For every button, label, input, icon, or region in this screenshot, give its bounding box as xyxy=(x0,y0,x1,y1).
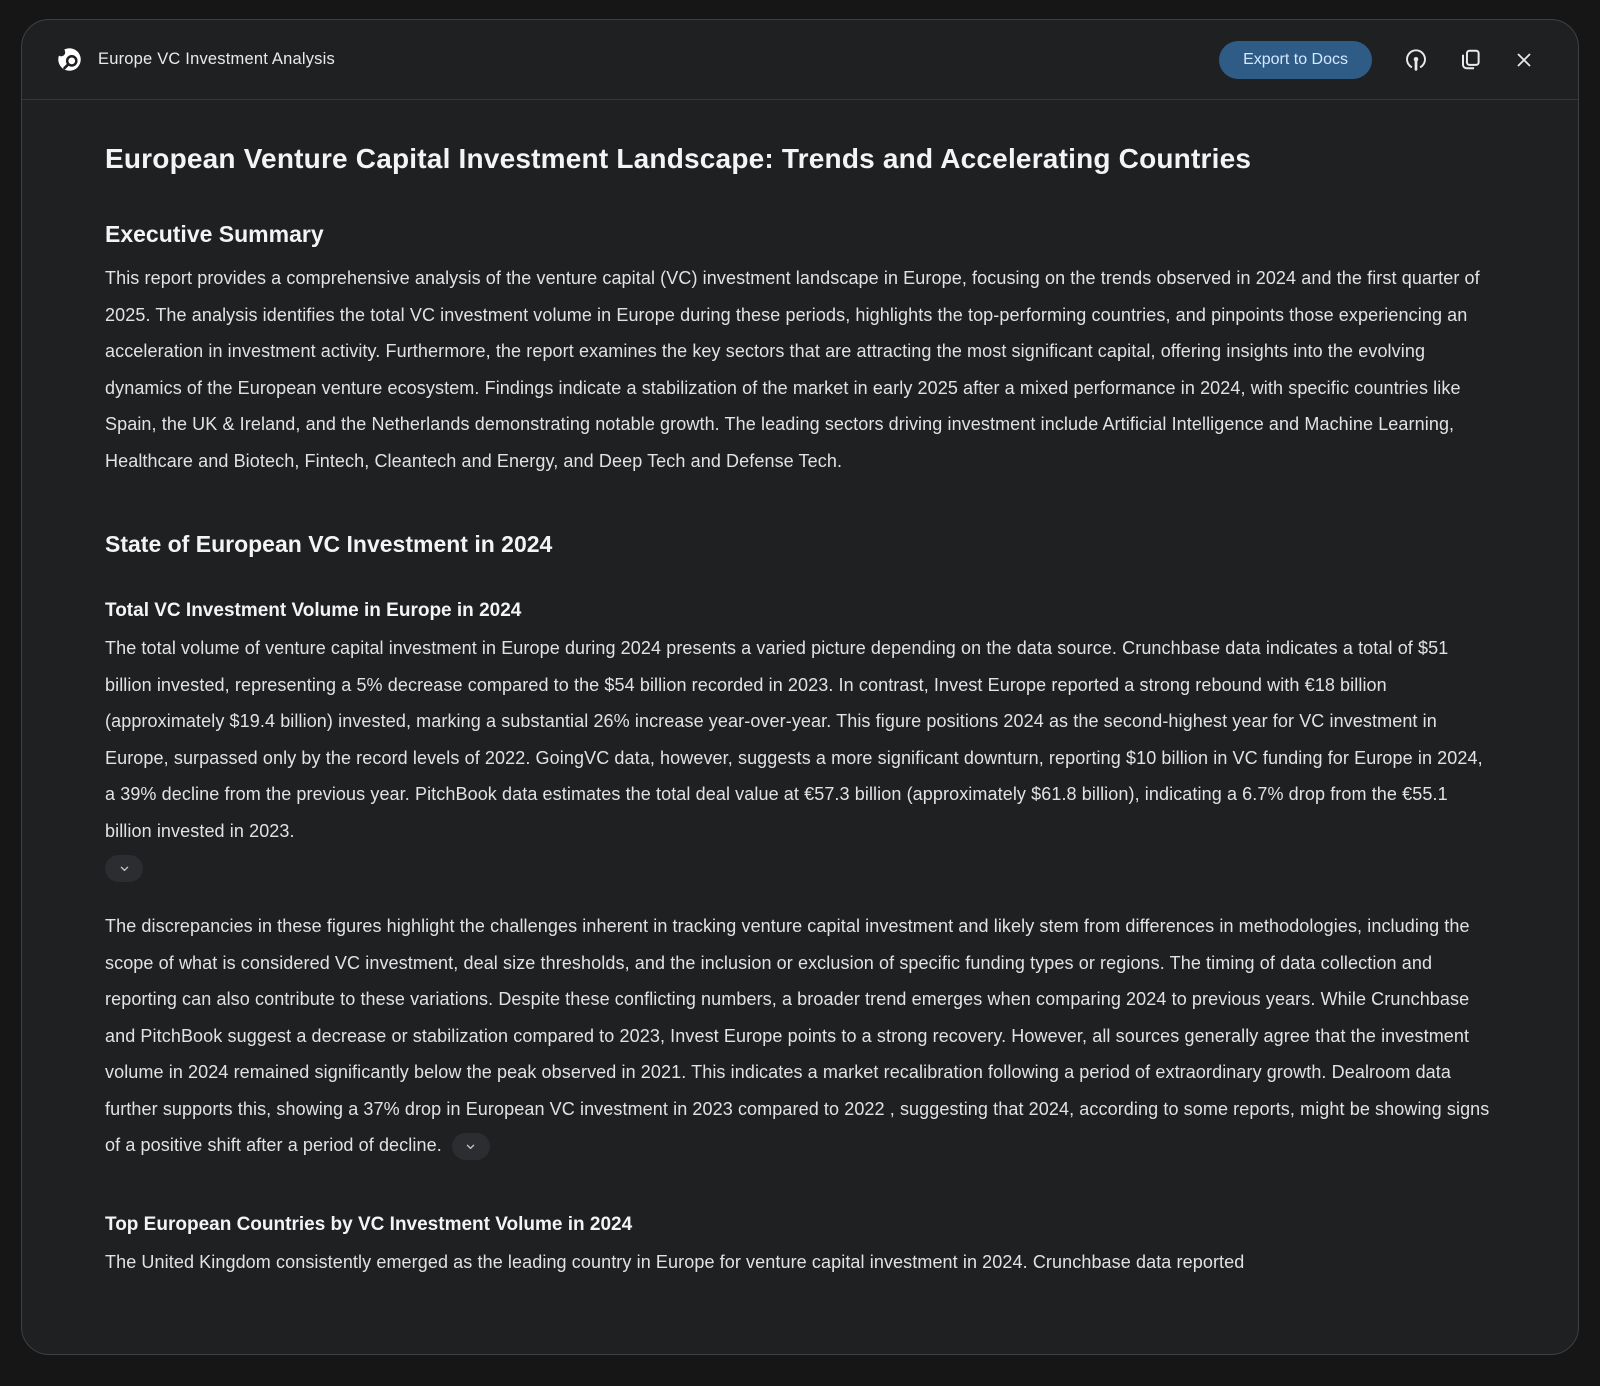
window-title: Europe VC Investment Analysis xyxy=(98,50,335,68)
top-countries-paragraph: The United Kingdom consistently emerged as the leading country in Europe for venture capital investment in 2024. Crunchbase data reported xyxy=(105,1251,1245,1272)
top-countries-heading: Top European Countries by VC Investment Volume in 2024 xyxy=(105,1213,633,1235)
total-volume-heading: Total VC Investment Volume in Europe in 2024 xyxy=(105,600,522,621)
expand-sources-button[interactable] xyxy=(105,855,143,882)
close-button[interactable] xyxy=(1502,38,1546,82)
header-left xyxy=(56,46,335,73)
report-window xyxy=(21,19,1579,1355)
chevron-down-icon xyxy=(463,1139,478,1154)
discrepancies-text: The discrepancies in these figures highlight the challenges inherent in tracking venture capital investment and likely stem from differences in methodologies, including the scope of what is considered VC investment, deal size thresholds, and the inclusion or exclusion of specific funding types or regions. The timing of data collection and reporting can also contribute to these variations. Despite these conflicting numbers, a broader trend emerges when comparing 2024 to previous years. While Crunchbase and PitchBook suggest a decrease or stabilization compared to 2023, Invest Europe points to a strong recovery. However, all sources generally agree that the investment volume in 2024 remained significantly below the peak observed in 2021. This indicates a market recalibration following a period of extraordinary growth. Dealroom data further supports this, showing a 37% drop in European VC investment in 2023 compared to 2022 , suggesting that 2024, according to some reports, might be showing signs of a positive shift after a period of decline. xyxy=(105,916,1490,1155)
window-header xyxy=(22,20,1578,100)
document-title: European Venture Capital Investment Landscape: Trends and Accelerating Countries xyxy=(105,143,1252,174)
executive-summary-paragraph: This report provides a comprehensive analysis of the venture capital (VC) investment landscape in Europe, focusing on the trends observed in 2024 and the first quarter of 2025. The analysis identifies the total VC investment volume in Europe during these periods, highlights the top-performing countries, and pinpoints those experiencing an acceleration in investment activity. Furthermore, the report examines the key sectors that are attracting the most significant capital, offering insights into the evolving dynamics of the European venture ecosystem. Findings indicate a stabilization of the market in early 2025 after a mixed performance in 2024, with specific countries like Spain, the UK & Ireland, and the Netherlands demonstrating notable growth. The leading sectors driving investment include Artificial Intelligence and Machine Learning, Healthcare and Biotech, Fintech, Cleantech and Energy, and Deep Tech and Defense Tech. xyxy=(105,268,1480,471)
copy-button[interactable] xyxy=(1448,38,1492,82)
expand-sources-inline-button[interactable] xyxy=(452,1133,490,1160)
executive-summary-heading: Executive Summary xyxy=(105,221,324,247)
chevron-down-icon xyxy=(117,861,132,876)
podcast-audio-button[interactable] xyxy=(1394,38,1438,82)
document-canvas xyxy=(22,100,1578,1280)
podcast-audio-icon xyxy=(1403,47,1429,73)
discrepancies-paragraph xyxy=(105,908,1495,1164)
state-of-vc-heading: State of European VC Investment in 2024 xyxy=(105,531,553,557)
header-actions xyxy=(1219,38,1546,82)
close-icon xyxy=(1513,49,1535,71)
expand-sources-row xyxy=(105,855,1495,882)
export-to-docs-button[interactable]: Export to Docs xyxy=(1219,41,1372,79)
research-magnifier-icon xyxy=(56,46,83,73)
total-volume-paragraph: The total volume of venture capital investment in Europe during 2024 presents a varied picture depending on the data source. Crunchbase data indicates a total of $51 billion invested, representing a 5% decrease compared to the $54 billion recorded in 2023. In contrast, Invest Europe reported a strong rebound with €18 billion (approximately $19.4 billion) invested, marking a substantial 26% increase year-over-year. This figure positions 2024 as the second-highest year for VC investment in Europe, surpassed only by the record levels of 2022. GoingVC data, however, suggests a more significant downturn, reporting $10 billion in VC funding for Europe in 2024, a 39% decline from the previous year. PitchBook data estimates the total deal value at €57.3 billion (approximately $61.8 billion), indicating a 6.7% drop from the €55.1 billion invested in 2023. xyxy=(105,638,1483,841)
copy-icon xyxy=(1458,47,1483,72)
